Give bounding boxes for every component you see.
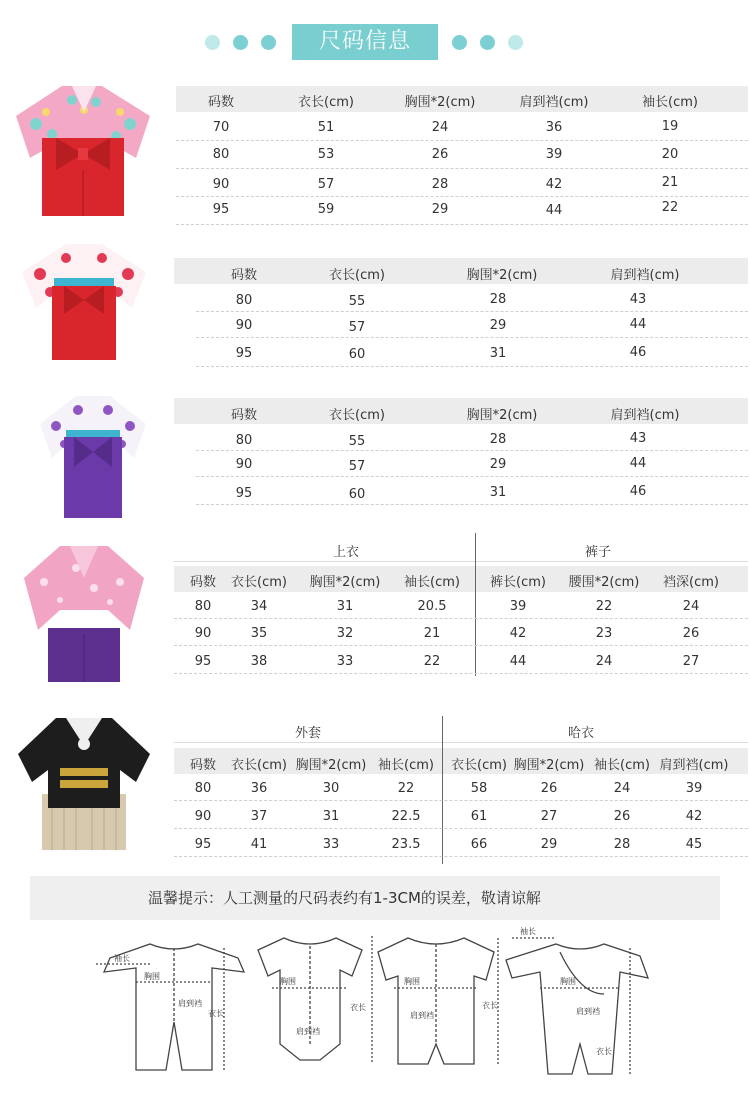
table-cell: 33 [336,654,354,669]
decor-dot [508,35,523,50]
table-header-cell: 衣长(cm) [231,758,287,773]
table-cell: 34 [250,599,268,614]
table-cell: 26 [613,809,631,824]
row-divider [174,673,748,674]
table-cell: 44 [629,456,647,471]
table-header-cell: 胸围*2(cm) [404,95,476,110]
table-cell: 57 [317,177,335,192]
table-cell: 41 [250,837,268,852]
product-image-white-red-romper [20,238,148,362]
decor-dot [480,35,495,50]
row-divider [196,337,748,338]
table-cell: 31 [489,346,507,361]
column-separator [442,716,443,864]
table-cell: 28 [431,177,449,192]
table-cell: 44 [509,654,527,669]
table-cell: 28 [489,292,507,307]
row-divider [174,645,748,646]
table-header-cell: 袖长(cm) [642,95,698,110]
table-cell: 90 [212,177,230,192]
table-cell: 20 [661,147,679,162]
table-cell: 36 [545,120,563,135]
table-header-cell: 裤长(cm) [490,575,546,590]
table-cell: 95 [235,346,253,361]
table-cell: 26 [540,781,558,796]
decor-dot [452,35,467,50]
table-cell: 27 [540,809,558,824]
table-cell: 44 [629,317,647,332]
table-cell: 26 [431,147,449,162]
table-cell: 29 [540,837,558,852]
row-divider [196,504,748,505]
column-separator [475,533,476,676]
diagram-label-sleeve: 袖长 [520,927,536,936]
table-cell: 22 [595,599,613,614]
table-cell: 23.5 [391,837,421,852]
page-title: 尺码信息 [292,24,438,60]
product-image-black-haori-romper [16,712,152,852]
table-cell: 55 [348,294,366,309]
table-cell: 32 [336,626,354,641]
table-cell: 95 [194,837,212,852]
table-header-cell: 码数 [230,268,258,283]
table-header-cell: 衣长(cm) [298,95,354,110]
table-header-cell: 衣长(cm) [329,408,385,423]
row-divider [196,311,748,312]
measurement-notice [30,876,720,920]
table-header-cell: 肩到裆(cm) [659,758,729,773]
table-cell: 21 [661,175,679,190]
diagram-label-sleeve: 袖长 [114,954,130,963]
table-cell: 22 [661,200,679,215]
table-cell: 95 [212,202,230,217]
row-divider [176,168,748,169]
table-header-cell: 腰围*2(cm) [568,575,640,590]
table-cell: 80 [194,781,212,796]
table-header-cell: 码数 [230,408,258,423]
table-cell: 57 [348,459,366,474]
table-cell: 39 [545,147,563,162]
table-header-cell: 码数 [189,575,217,590]
table-cell: 44 [545,203,563,218]
table-cell: 22 [423,654,441,669]
table-cell: 80 [212,147,230,162]
table-header-cell: 码数 [189,758,217,773]
row-divider [196,476,748,477]
table-cell: 29 [489,318,507,333]
diagram-label-length: 衣长 [350,1003,366,1012]
table-cell: 61 [470,809,488,824]
table-cell: 39 [509,599,527,614]
row-divider [174,828,748,829]
diagram-label-length: 衣长 [482,1001,498,1010]
table-cell: 42 [685,809,703,824]
table-cell: 90 [235,457,253,472]
table-cell: 90 [235,318,253,333]
table-cell: 46 [629,345,647,360]
product-image-pink-kimono-set [20,538,148,684]
table-header-cell: 肩到裆(cm) [610,268,680,283]
table-header-cell: 衣长(cm) [231,575,287,590]
table-cell: 38 [250,654,268,669]
diagram-kimono-romper [506,938,648,1074]
table-cell: 51 [317,120,335,135]
table-cell: 58 [470,781,488,796]
table-cell: 28 [613,837,631,852]
table-cell: 95 [194,654,212,669]
group-header-pants: 裤子 [584,545,612,560]
table-header-cell: 肩到裆(cm) [519,95,589,110]
diagram-label-chest: 胸围 [144,972,160,981]
product-image-floral-red-romper [12,76,154,218]
table-cell: 29 [489,457,507,472]
table-cell: 39 [685,781,703,796]
diagram-label-chest: 胸围 [560,977,576,986]
table-cell: 31 [336,599,354,614]
group-header-coat: 外套 [294,726,322,741]
table-cell: 42 [545,177,563,192]
diagram-label-chest: 胸围 [280,977,296,986]
table-cell: 95 [235,486,253,501]
table-cell: 33 [322,837,340,852]
table-cell: 28 [489,432,507,447]
table-header-cell: 袖长(cm) [378,758,434,773]
row-divider [174,856,748,857]
diagram-label-chest: 胸围 [404,977,420,986]
diagram-label-shoulder-crotch: 肩到裆 [576,1007,600,1016]
row-divider [174,800,748,801]
table-cell: 37 [250,809,268,824]
table-header-cell: 胸围*2(cm) [466,268,538,283]
diagram-label-shoulder-crotch: 肩到裆 [178,999,202,1008]
diagram-label-shoulder-crotch: 肩到裆 [410,1011,434,1020]
group-header-romper: 哈衣 [567,726,595,741]
table-header-cell: 袖长(cm) [594,758,650,773]
table-cell: 90 [194,809,212,824]
table-cell: 80 [235,433,253,448]
table-cell: 45 [685,837,703,852]
table-header-cell: 胸围*2(cm) [309,575,381,590]
table-cell: 20.5 [417,599,447,614]
table-cell: 24 [431,120,449,135]
table-cell: 29 [431,202,449,217]
table-cell: 70 [212,120,230,135]
table-cell: 46 [629,484,647,499]
table-cell: 43 [629,431,647,446]
diagram-label-length: 衣长 [596,1047,612,1056]
table-cell: 43 [629,292,647,307]
table-cell: 27 [682,654,700,669]
row-divider [176,196,748,197]
diagram-label-length: 衣长 [208,1009,224,1018]
measurement-diagrams [0,924,750,1094]
table-cell: 30 [322,781,340,796]
table-cell: 80 [235,293,253,308]
title-bar [0,22,750,62]
row-divider [196,450,748,451]
table-cell: 31 [322,809,340,824]
table-header-cell: 胸围*2(cm) [513,758,585,773]
table-cell: 57 [348,320,366,335]
table-header-cell: 肩到裆(cm) [610,408,680,423]
table-cell: 60 [348,347,366,362]
row-divider [196,366,748,367]
table-header-cell: 衣长(cm) [329,268,385,283]
row-divider [174,561,748,562]
table-cell: 23 [595,626,613,641]
table-cell: 31 [489,485,507,500]
table-header-cell: 衣长(cm) [451,758,507,773]
table-cell: 60 [348,487,366,502]
decor-dot [233,35,248,50]
row-divider [176,140,748,141]
diagram-bodysuit [258,936,372,1064]
table-cell: 80 [194,599,212,614]
row-divider [176,224,748,225]
row-divider [174,618,748,619]
table-cell: 59 [317,202,335,217]
product-image-purple-romper [38,390,148,520]
table-cell: 21 [423,626,441,641]
diagram-short-romper [378,938,498,1064]
table-header-cell: 裆深(cm) [663,575,719,590]
group-header-top: 上衣 [332,545,360,560]
decor-dot [205,35,220,50]
table-cell: 24 [682,599,700,614]
table-cell: 24 [595,654,613,669]
table-header-cell: 胸围*2(cm) [295,758,367,773]
table-cell: 42 [509,626,527,641]
table-cell: 22 [397,781,415,796]
table-header-cell: 袖长(cm) [404,575,460,590]
diagram-label-shoulder-crotch: 肩到裆 [296,1027,320,1036]
table-cell: 24 [613,781,631,796]
table-header-cell: 码数 [207,95,235,110]
table-cell: 55 [348,434,366,449]
table-cell: 36 [250,781,268,796]
table-cell: 66 [470,837,488,852]
table-cell: 22.5 [391,809,421,824]
table-cell: 19 [661,119,679,134]
table-header-cell: 胸围*2(cm) [466,408,538,423]
table-cell: 90 [194,626,212,641]
table-cell: 53 [317,147,335,162]
table-cell: 26 [682,626,700,641]
row-divider [174,742,748,743]
notice-text: 温馨提示：人工测量的尺码表约有1-3CM的误差，敬请谅解 [148,889,541,907]
table-cell: 35 [250,626,268,641]
decor-dot [261,35,276,50]
